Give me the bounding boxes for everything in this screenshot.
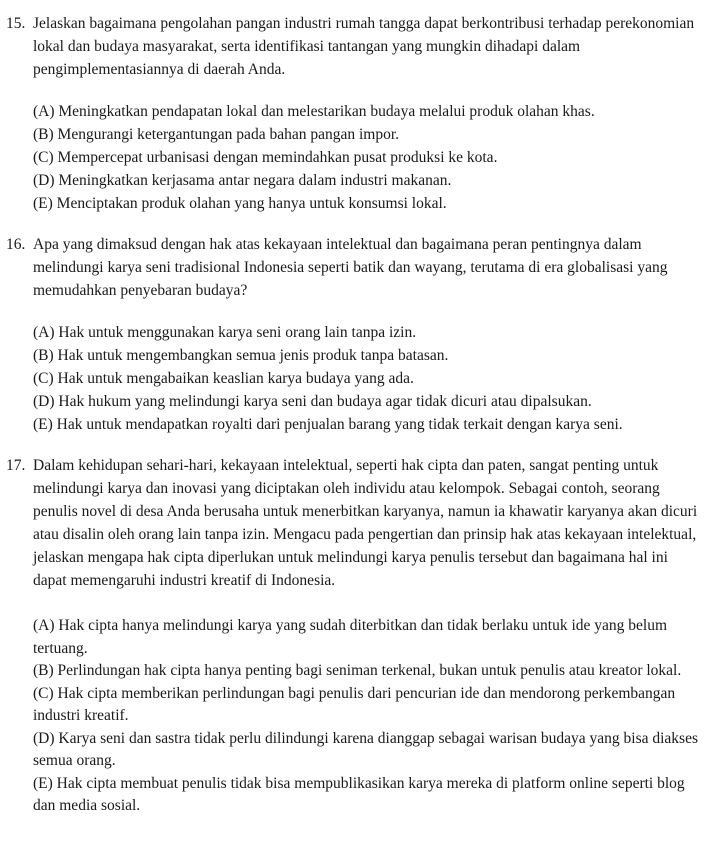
question-16 xyxy=(0,233,711,436)
question-17 xyxy=(0,454,711,818)
question-number: 17. xyxy=(6,457,26,474)
question-number: 15. xyxy=(6,15,26,32)
question-text: Jelaskan bagaimana pengolahan pangan industri rumah tangga dapat berkontribusi terhadap perekonomian lokal dan budaya masyarakat, serta identifikasi tantangan yang mungkin dihadapi dalam pengimplementasiannya di daerah Anda. xyxy=(33,15,695,78)
option-list xyxy=(33,100,698,215)
option-d: (D) Hak hukum yang melindungi karya seni dan budaya agar tidak dicuri atau dipalsukan. xyxy=(33,393,592,410)
question-15 xyxy=(0,12,711,215)
option-a: (A) Meningkatkan pendapatan lokal dan melestarikan budaya melalui produk olahan khas. xyxy=(33,103,595,120)
question-text: Dalam kehidupan sehari-hari, kekayaan intelektual, seperti hak cipta dan paten, sangat penting untuk melindungi karya dan inovasi yang diciptakan oleh individu atau kelompok. Sebagai contoh, seorang penulis novel di desa Anda berusaha untuk menerbitkan karyanya, namun ia khawatir karyanya akan dicuri atau disalin oleh orang lain tanpa izin. Mengacu pada pengertian dan prinsip hak atas kekayaan intelektual, jelaskan mengapa hak cipta diperlukan untuk melindungi karya penulis tersebut dan bagaimana hal ini dapat memengaruhi industri kreatif di Indonesia. xyxy=(33,457,698,589)
option-list xyxy=(33,615,698,818)
option-c: (C) Hak untuk mengabaikan keaslian karya budaya yang ada. xyxy=(33,370,414,387)
question-number: 16. xyxy=(6,236,26,253)
option-c: (C) Mempercepat urbanisasi dengan memindahkan pusat produksi ke kota. xyxy=(33,149,498,166)
option-b: (B) Perlindungan hak cipta hanya penting bagi seniman terkenal, bukan untuk penulis atau kreator lokal. xyxy=(33,662,682,679)
option-b: (B) Hak untuk mengembangkan semua jenis produk tanpa batasan. xyxy=(33,347,449,364)
option-a: (A) Hak cipta hanya melindungi karya yang sudah diterbitkan dan tidak berlaku untuk ide yang belum tertuang. xyxy=(33,617,668,657)
option-c: (C) Hak cipta memberikan perlindungan bagi penulis dari pencurian ide dan mendorong perkembangan industri kreatif. xyxy=(33,684,676,724)
option-d: (D) Meningkatkan kerjasama antar negara dalam industri makanan. xyxy=(33,172,452,189)
option-e: (E) Menciptakan produk olahan yang hanya untuk konsumsi lokal. xyxy=(33,195,447,212)
option-d: (D) Karya seni dan sastra tidak perlu dilindungi karena dianggap sebagai warisan budaya yang bisa diakses semua orang. xyxy=(33,729,698,769)
option-a: (A) Hak untuk menggunakan karya seni orang lain tanpa izin. xyxy=(33,324,417,341)
option-b: (B) Mengurangi ketergantungan pada bahan pangan impor. xyxy=(33,126,400,143)
option-list xyxy=(33,321,698,436)
option-e: (E) Hak cipta membuat penulis tidak bisa mempublikasikan karya mereka di platform online seperti blog dan media sosial. xyxy=(33,774,685,814)
option-e: (E) Hak untuk mendapatkan royalti dari penjualan barang yang tidak terkait dengan karya seni. xyxy=(33,416,623,433)
question-text: Apa yang dimaksud dengan hak atas kekayaan intelektual dan bagaimana peran pentingnya dalam melindungi karya seni tradisional Indonesia seperti batik dan wayang, terutama di era globalisasi yang memudahkan penyebaran budaya? xyxy=(33,236,668,299)
